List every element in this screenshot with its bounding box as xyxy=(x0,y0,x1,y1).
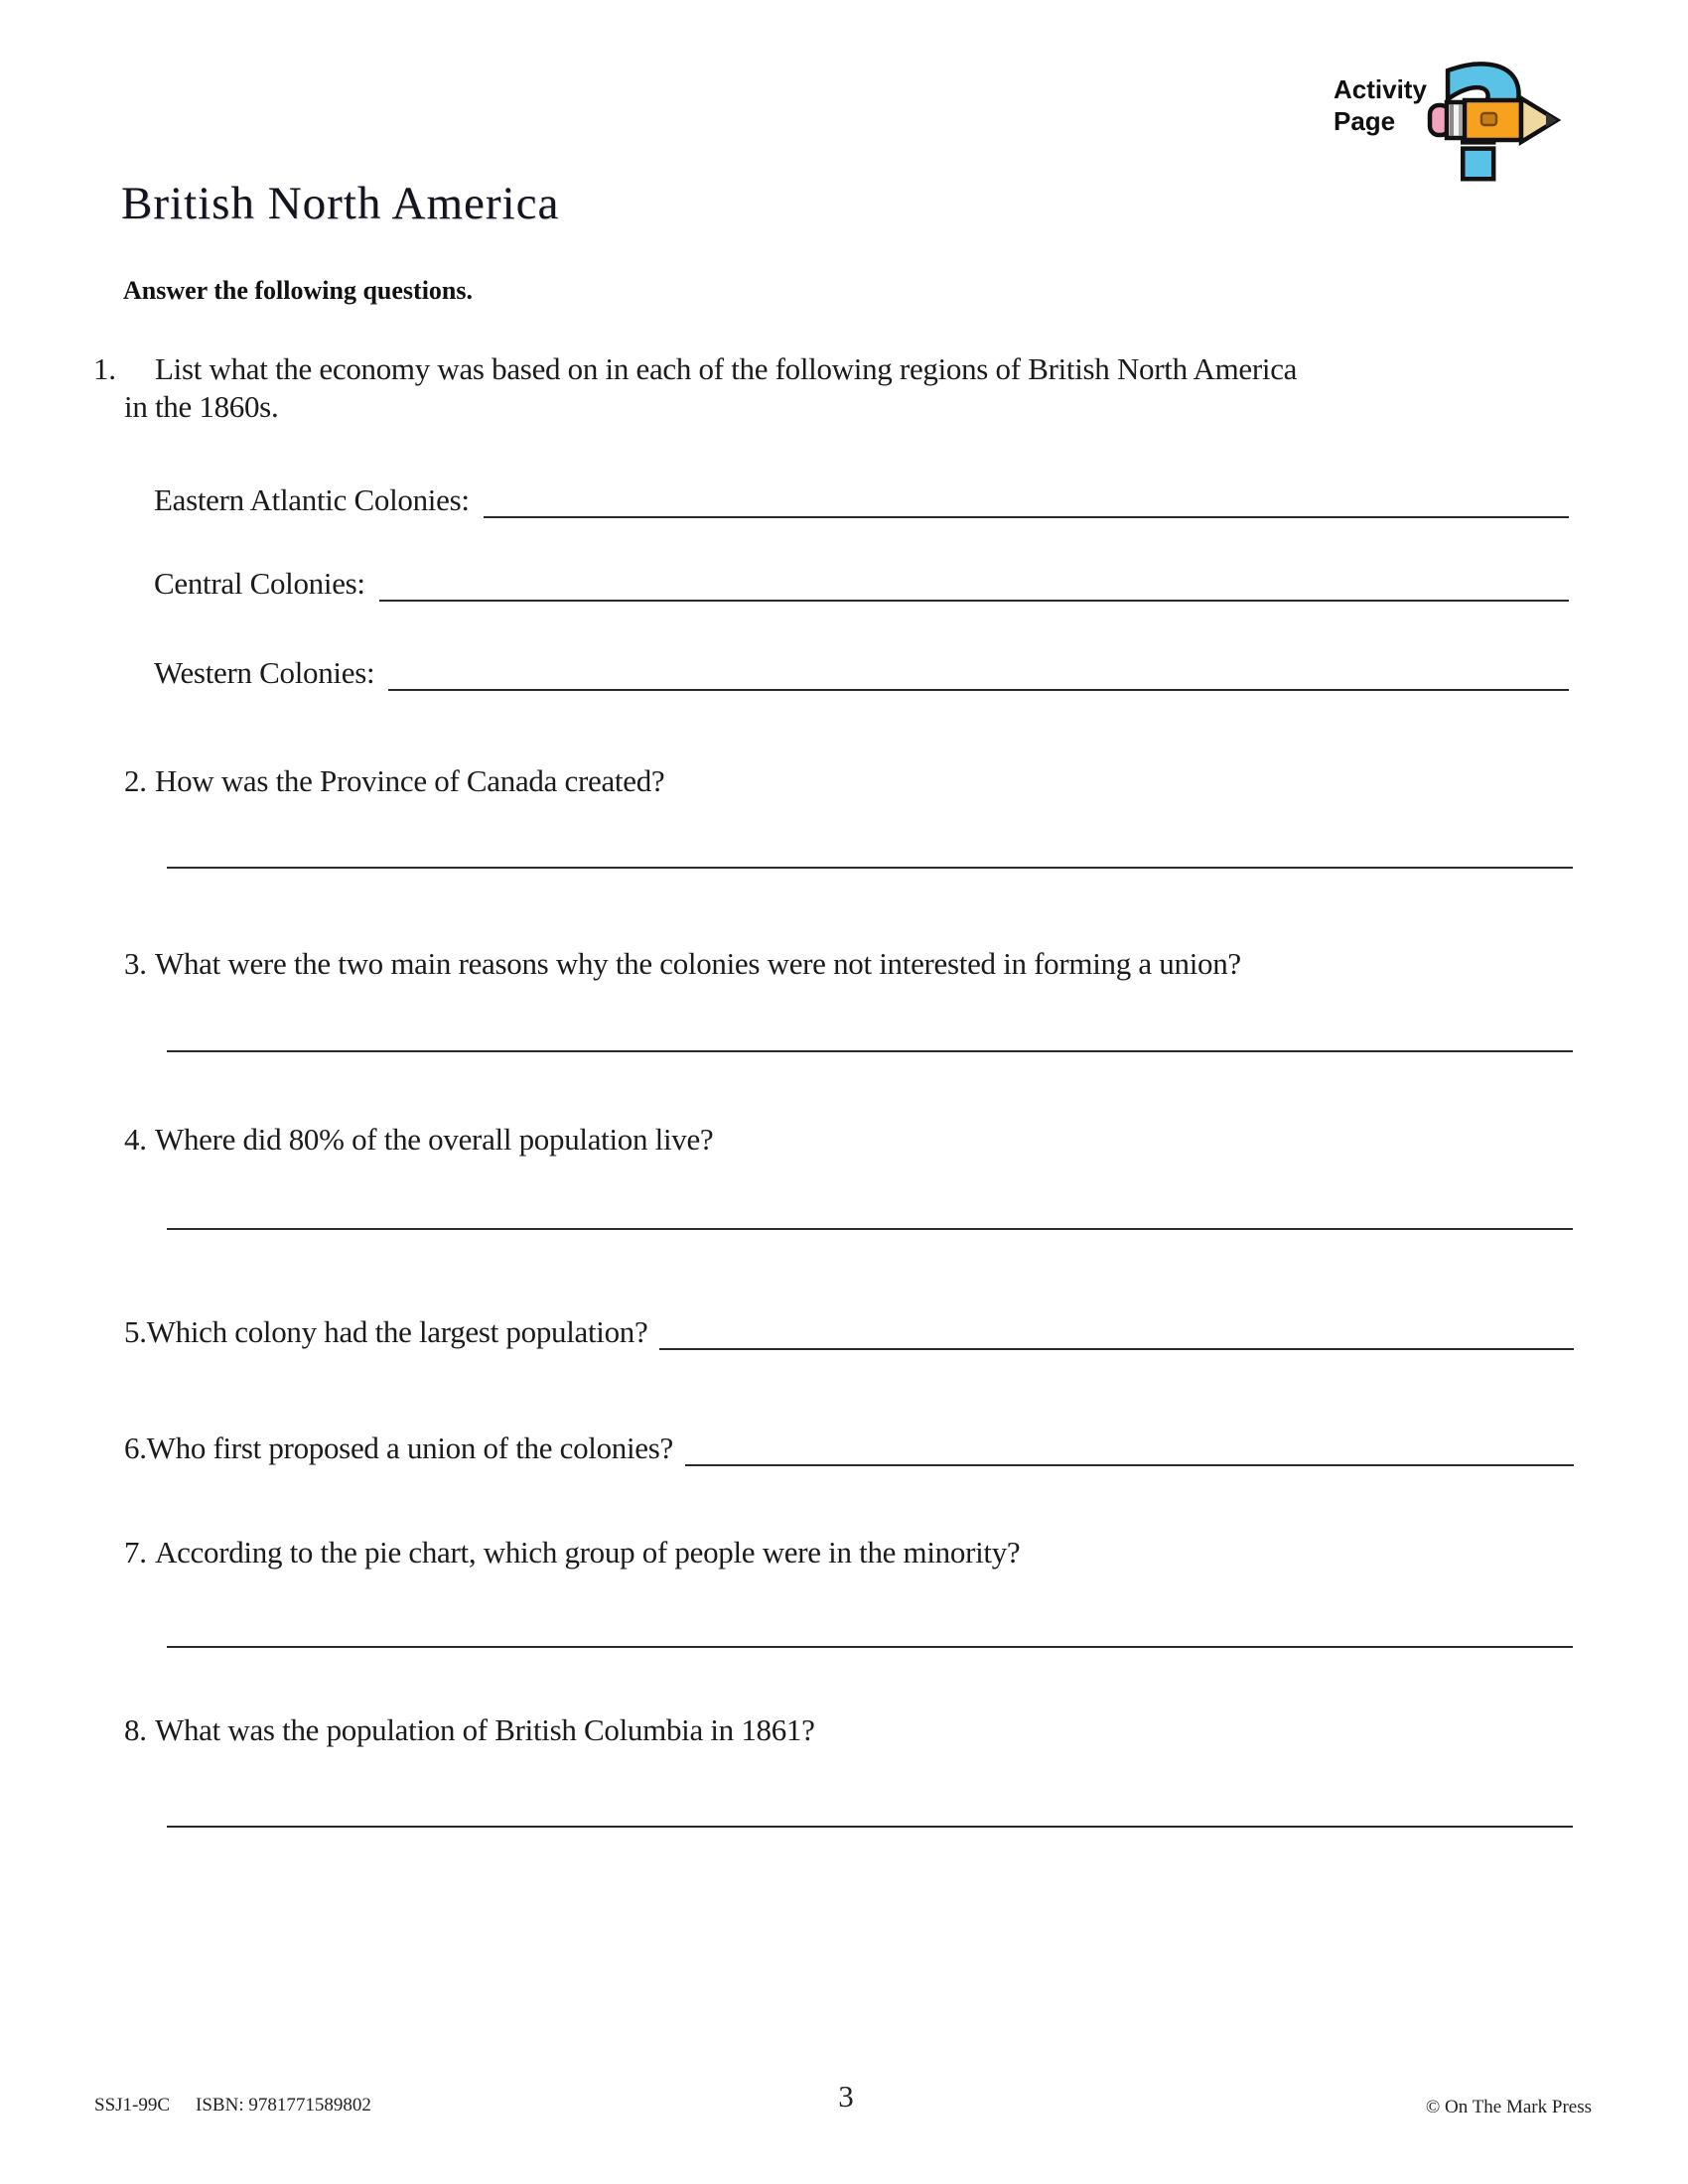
question-3-number: 3. xyxy=(124,946,147,981)
question-5-number: 5. xyxy=(124,1314,147,1349)
answer-line-q2 xyxy=(167,867,1573,869)
question-1 xyxy=(93,350,1484,426)
answer-line-q6 xyxy=(685,1425,1574,1466)
question-6 xyxy=(124,1427,1574,1466)
question-1-text-line2: in the 1860s. xyxy=(124,389,279,424)
answer-line-central xyxy=(379,556,1569,602)
western-colonies-label: Western Colonies: xyxy=(154,655,375,690)
central-colonies-label: Central Colonies: xyxy=(154,566,365,601)
question-8-number: 8. xyxy=(124,1712,147,1747)
question-2-number: 2. xyxy=(124,763,147,798)
pencil-shape xyxy=(1430,98,1557,142)
question-1-sub-central xyxy=(154,558,1569,602)
question-1-sub-western xyxy=(154,647,1569,691)
question-3 xyxy=(124,945,1484,983)
question-4-number: 4. xyxy=(124,1122,147,1157)
eastern-atlantic-colonies-label: Eastern Atlantic Colonies: xyxy=(154,482,470,517)
question-6-text: Who first proposed a union of the colonies? xyxy=(146,1431,673,1465)
question-7-text: According to the pie chart, which group of people were in the minority? xyxy=(155,1535,1021,1570)
answer-line-q7 xyxy=(167,1646,1573,1648)
copyright: © On The Mark Press xyxy=(1425,2097,1592,2117)
question-5 xyxy=(124,1310,1574,1350)
question-3-text: What were the two main reasons why the colonies were not interested in forming a union? xyxy=(155,946,1241,981)
question-7 xyxy=(124,1534,1484,1571)
activity-page-badge xyxy=(1334,73,1427,137)
answer-line-western xyxy=(388,645,1569,691)
question-5-text: Which colony had the largest population? xyxy=(146,1314,648,1349)
page-title: British North America xyxy=(121,178,560,229)
activity-page-badge-line2: Page xyxy=(1334,106,1396,136)
question-1-number: 1. xyxy=(93,351,116,386)
question-6-number: 6. xyxy=(124,1431,147,1465)
answer-line-eastern xyxy=(484,473,1569,518)
footer-left xyxy=(94,2095,371,2116)
answer-line-q3 xyxy=(167,1050,1573,1052)
question-2 xyxy=(124,762,1484,800)
question-mark-pencil-icon xyxy=(1426,26,1565,202)
answer-line-q8 xyxy=(167,1826,1573,1828)
product-code: SSJ1-99C xyxy=(94,2095,171,2116)
instructions-heading: Answer the following questions. xyxy=(123,276,474,305)
question-1-sub-eastern xyxy=(154,475,1569,518)
question-4 xyxy=(124,1121,1484,1159)
isbn: ISBN: 9781771589802 xyxy=(196,2095,371,2116)
answer-line-q4 xyxy=(167,1228,1573,1230)
question-1-text-line1: List what the economy was based on in each of the following regions of British North America xyxy=(155,351,1298,386)
question-2-text: How was the Province of Canada created? xyxy=(155,763,665,798)
question-7-number: 7. xyxy=(124,1535,147,1570)
answer-line-q5 xyxy=(659,1308,1574,1350)
page-number: 3 xyxy=(838,2079,854,2114)
question-8 xyxy=(124,1711,1484,1749)
question-8-text: What was the population of British Columbia in 1861? xyxy=(155,1712,815,1747)
activity-page-badge-line1: Activity xyxy=(1334,74,1427,104)
question-4-text: Where did 80% of the overall population live? xyxy=(155,1122,714,1157)
